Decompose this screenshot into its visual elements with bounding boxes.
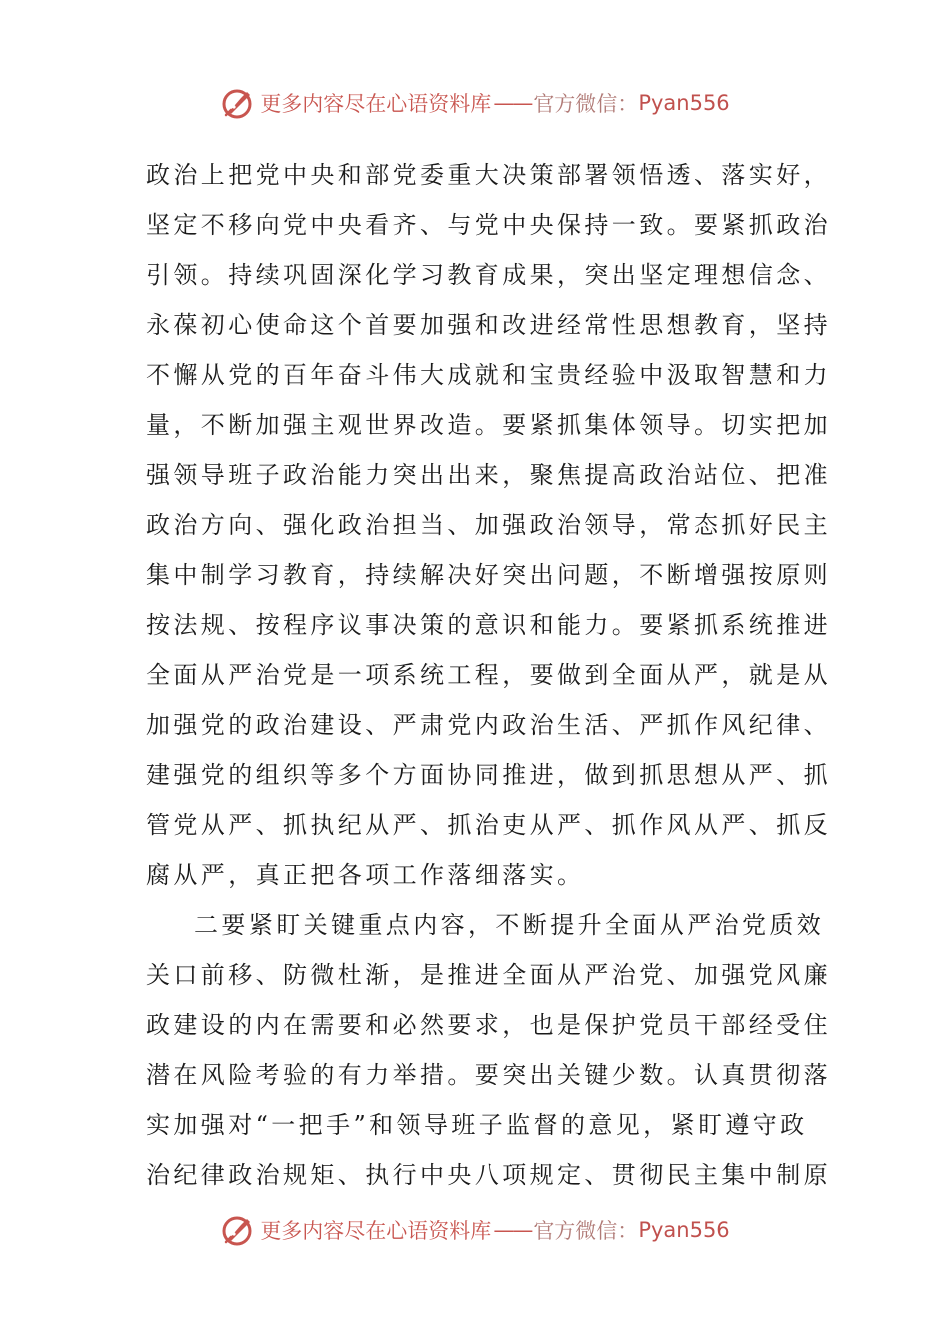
footer-banner — [0, 1210, 950, 1250]
pen-nib-circle-icon — [220, 85, 256, 121]
paragraph-first-line: 二要紧盯关键重点内容，不断提升全面从严治党质效 — [194, 911, 825, 939]
body-line: 全面从严治党是一项系统工程，要做到全面从严，就是从 — [146, 661, 831, 689]
pen-nib-circle-icon — [220, 1212, 256, 1248]
banner-wechat-label: 官方微信： — [533, 92, 639, 116]
banner-dash: —— — [493, 1218, 532, 1242]
banner-wechat-id: Pyan556 — [638, 91, 730, 115]
body-line: 不懈从党的百年奋斗伟大成就和宝贵经验中汲取智慧和力 — [146, 361, 831, 389]
document-body — [146, 150, 831, 1200]
body-line: 引领。持续巩固深化学习教育成果，突出坚定理想信念、 — [146, 261, 831, 289]
body-line: 关口前移、防微杜渐，是推进全面从严治党、加强党风廉 — [146, 961, 831, 989]
body-line: 潜在风险考验的有力举措。要突出关键少数。认真贯彻落 — [146, 1061, 831, 1089]
body-line: 集中制学习教育，持续解决好突出问题，不断增强按原则 — [146, 561, 831, 589]
banner-site-text: 更多内容尽在心语资料库 — [260, 92, 492, 116]
body-line: 政治方向、强化政治担当、加强政治领导，常态抓好民主 — [146, 511, 831, 539]
body-line: 实加强对“一把手”和领导班子监督的意见，紧盯遵守政 — [146, 1111, 808, 1139]
banner-wechat-label: 官方微信： — [533, 1219, 639, 1243]
banner-site-text: 更多内容尽在心语资料库 — [260, 1219, 492, 1243]
body-line: 治纪律政治规矩、执行中央八项规定、贯彻民主集中制原 — [146, 1161, 831, 1189]
banner-wechat-id: Pyan556 — [638, 1218, 730, 1242]
banner-dash: —— — [493, 91, 532, 115]
body-line: 加强党的政治建设、严肃党内政治生活、严抓作风纪律、 — [146, 711, 831, 739]
body-line: 政治上把党中央和部党委重大决策部署领悟透、落实好， — [146, 161, 831, 189]
body-line: 政建设的内在需要和必然要求，也是保护党员干部经受住 — [146, 1011, 831, 1039]
body-line: 量，不断加强主观世界改造。要紧抓集体领导。切实把加 — [146, 411, 831, 439]
header-banner — [0, 83, 950, 123]
body-line: 强领导班子政治能力突出出来，聚焦提高政治站位、把准 — [146, 461, 831, 489]
body-line: 坚定不移向党中央看齐、与党中央保持一致。要紧抓政治 — [146, 211, 831, 239]
body-line: 建强党的组织等多个方面协同推进，做到抓思想从严、抓 — [146, 761, 831, 789]
body-line: 永葆初心使命这个首要加强和改进经常性思想教育，坚持 — [146, 311, 831, 339]
body-line: 按法规、按程序议事决策的意识和能力。要紧抓系统推进 — [146, 611, 831, 639]
body-line: 腐从严，真正把各项工作落细落实。 — [146, 861, 585, 889]
body-line: 管党从严、抓执纪从严、抓治吏从严、抓作风从严、抓反 — [146, 811, 831, 839]
